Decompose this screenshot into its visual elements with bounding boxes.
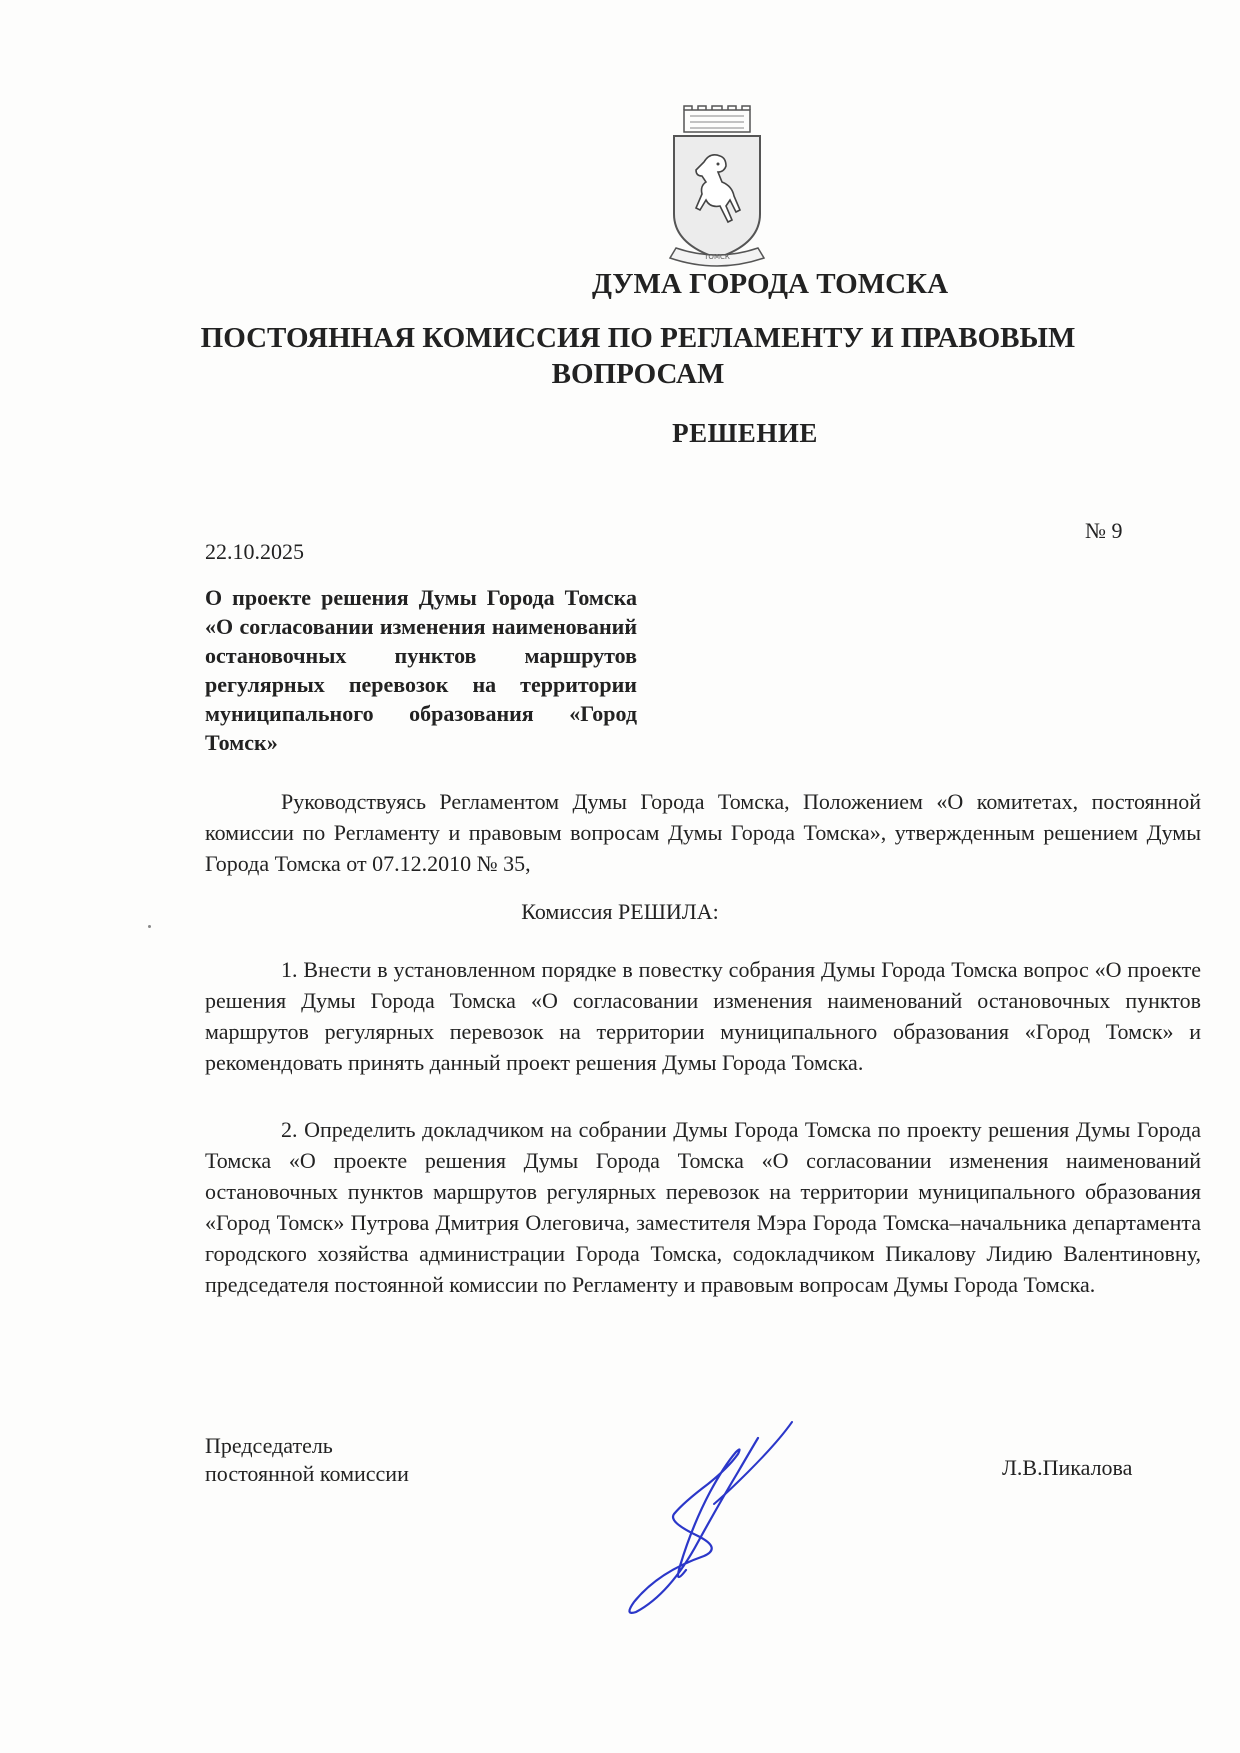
organization-title: ДУМА ГОРОДА ТОМСКА <box>591 268 949 300</box>
preamble-paragraph: Руководствуясь Регламентом Думы Города Томска, Положением «О комитетах, постоянной комиссии по Регламенту и правовым вопросам Думы Города Томска», утвержденным решением Думы Города Томска от 07.12.2010 № 35, <box>205 789 1201 876</box>
document-type: РЕШЕНИЕ <box>672 418 818 448</box>
signatory-position-line1: Председатель <box>205 1433 333 1458</box>
svg-text:ТОМСК: ТОМСК <box>704 253 730 261</box>
resolved-heading: Комиссия РЕШИЛА: <box>521 899 719 924</box>
resolution-item-2: 2. Определить докладчиком на собрании Думы Города Томска по проекту решения Думы Города Томска «О проекте решения Думы Города Томска «О согласовании изменения наименований остановочных пунктов маршрутов регулярных перевозок на территории муниципального образования «Город Томск» Путрова Дмитрия Олеговича, заместителя Мэра Города Томска–начальника департамента городского хозяйства администрации Города Томска, содокладчиком Пикалову Лидию Валентиновну, председателя постоянной комиссии по Регламенту и правовым вопросам Думы Города Томска. <box>205 1117 1201 1297</box>
coat-of-arms-icon <box>666 104 768 268</box>
signatory-position-line2: постоянной комиссии <box>205 1461 409 1486</box>
handwritten-signature <box>570 1420 850 1620</box>
signatory-position <box>205 1432 409 1488</box>
scan-speck <box>148 925 151 928</box>
resolution-item-1: 1. Внести в установленном порядке в повестку собрания Думы Города Томска вопрос «О проекте решения Думы Города Томска «О согласовании изменения наименований остановочных пунктов маршрутов регулярных перевозок на территории муниципального образования «Город Томск» и рекомендовать принять данный проект решения Думы Города Томска. <box>205 957 1201 1075</box>
document-number: № 9 <box>1085 518 1123 543</box>
document-subject: О проекте решения Думы Города Томска «О согласовании изменения наименований остановочных пунктов маршрутов регулярных перевозок на территории муниципального образования «Город Томск» <box>205 585 637 755</box>
document-date: 22.10.2025 <box>205 539 304 564</box>
commission-title: ПОСТОЯННАЯ КОМИССИЯ ПО РЕГЛАМЕНТУ И ПРАВОВЫМ ВОПРОСАМ <box>200 322 1076 390</box>
signatory-name: Л.В.Пикалова <box>1002 1455 1133 1480</box>
